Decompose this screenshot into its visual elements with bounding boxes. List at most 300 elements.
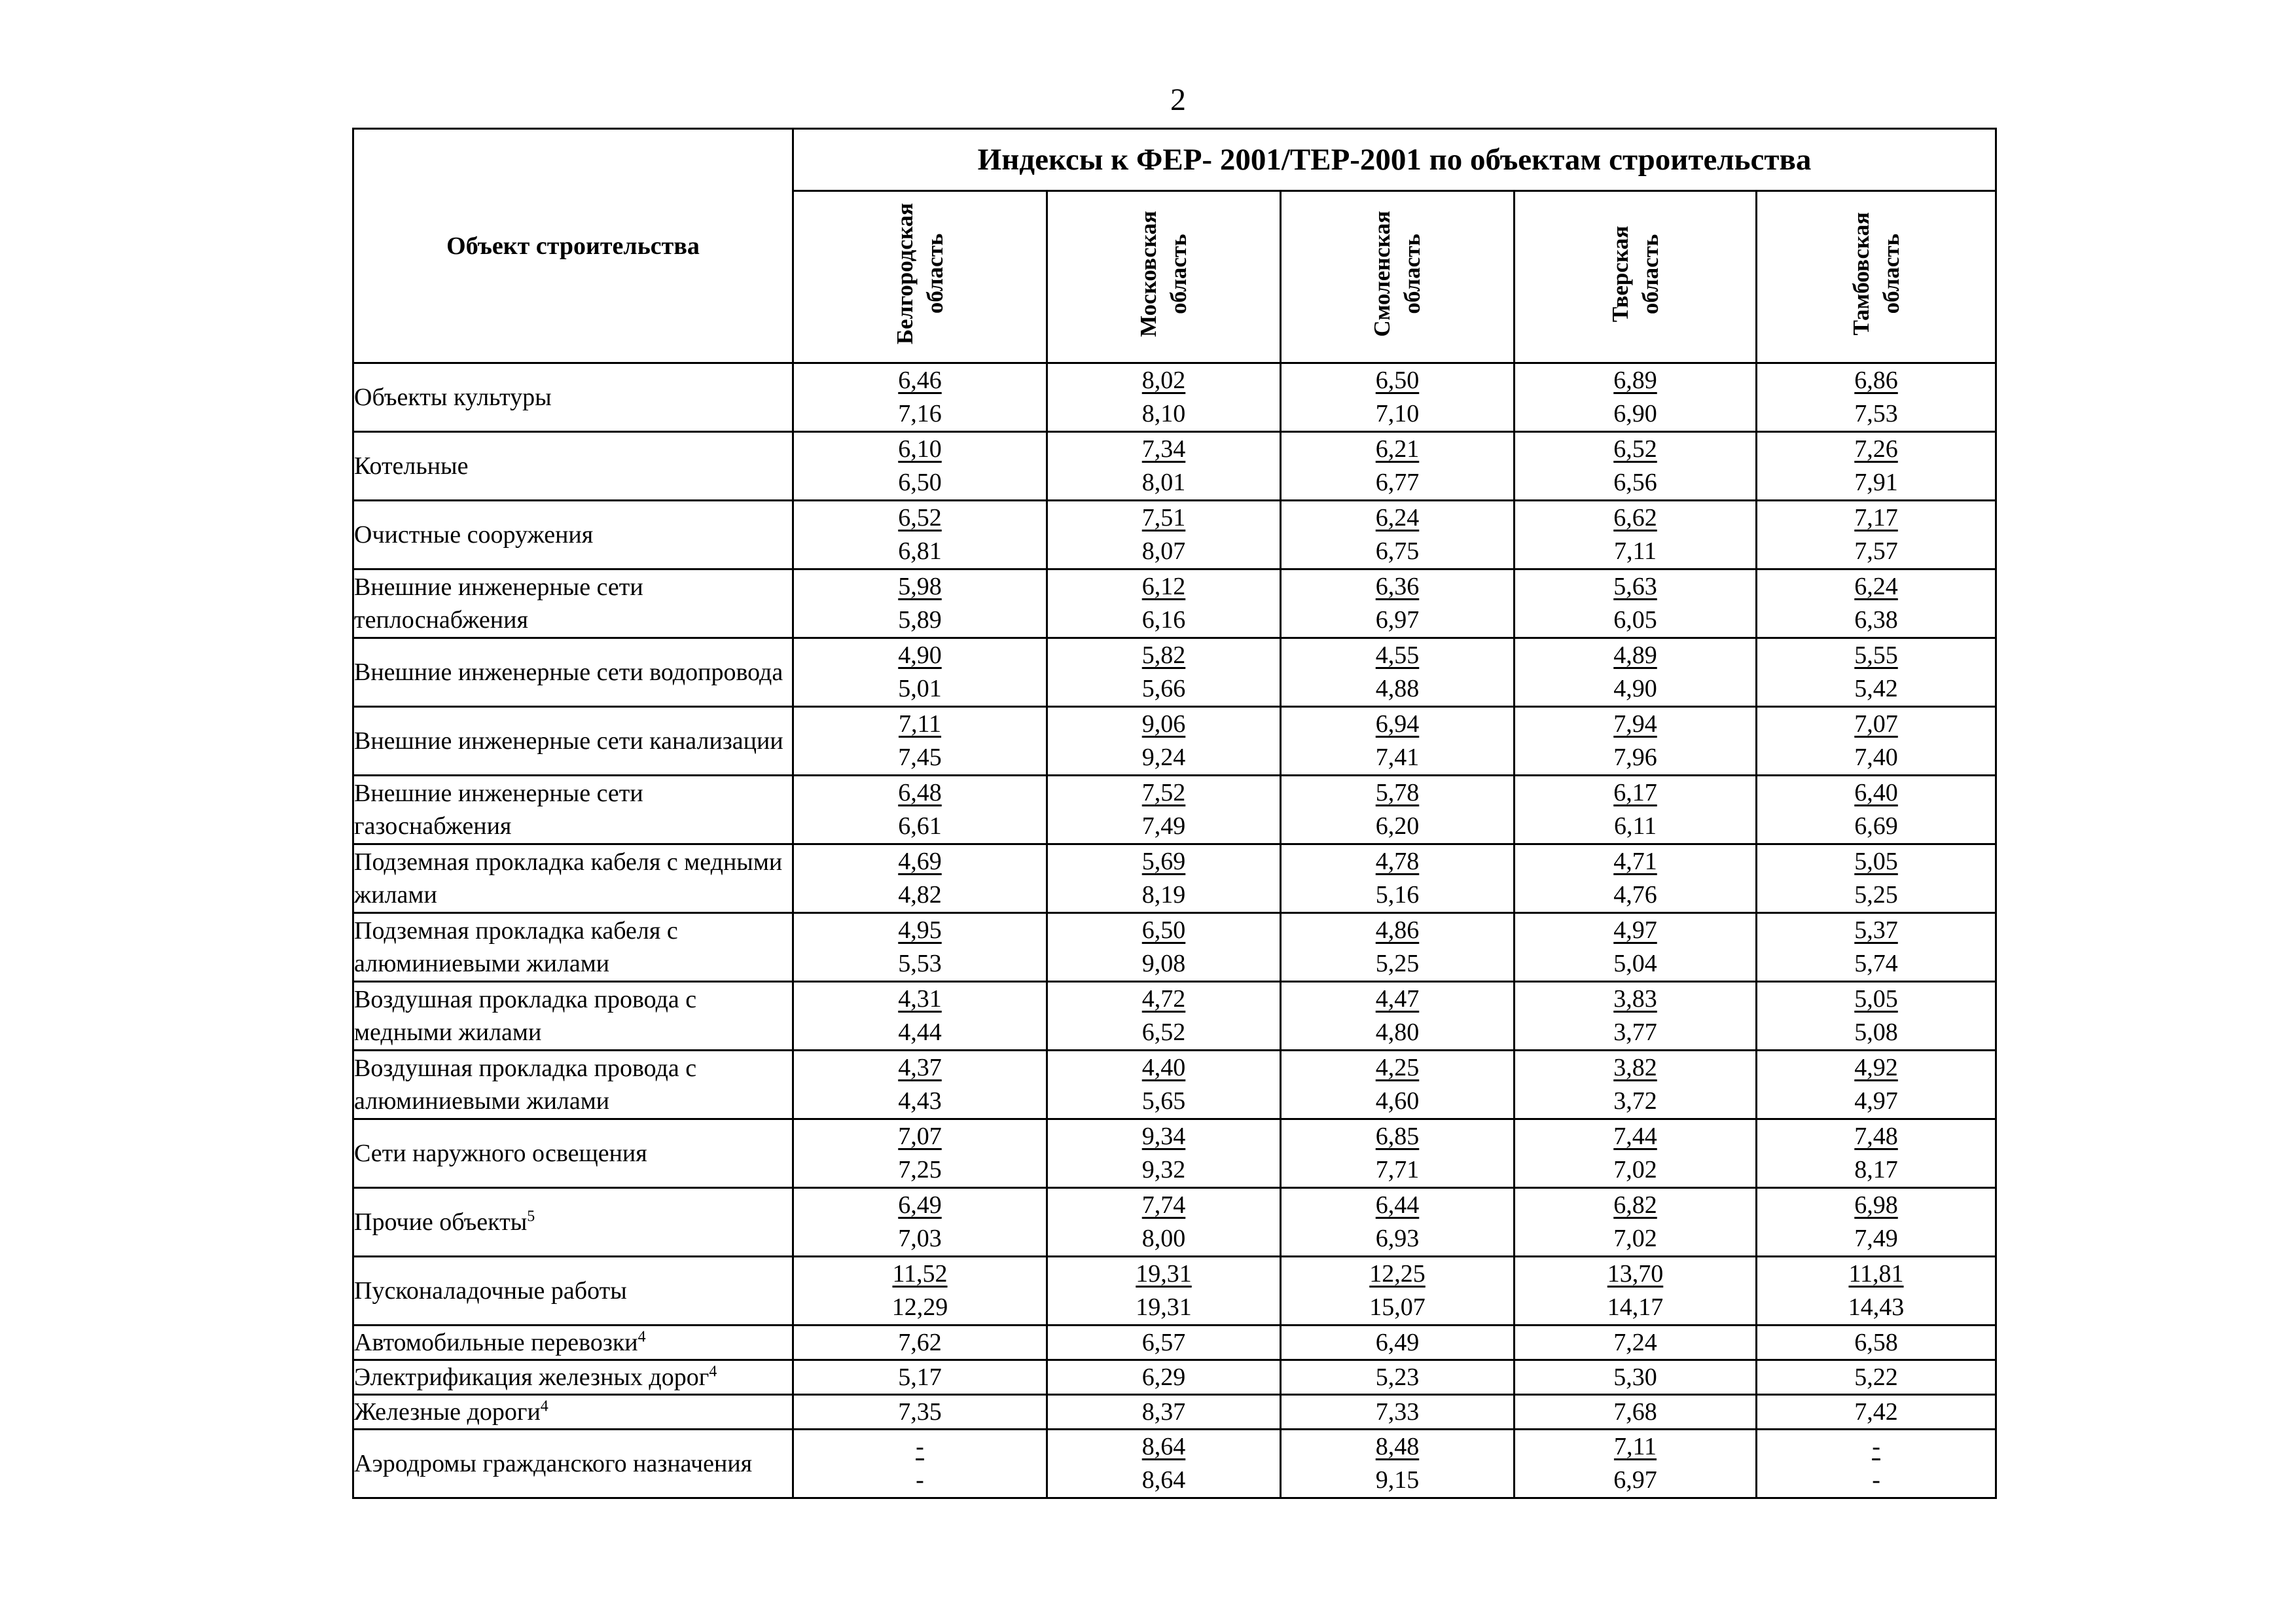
index-cell [1281, 982, 1515, 1051]
fer-index: 7,07 [1854, 710, 1898, 738]
object-name-text: Внешние инженерные сети канализации [354, 727, 783, 755]
ter-index: 6,93 [1375, 1225, 1420, 1252]
object-name [353, 1326, 793, 1360]
region-header [1047, 191, 1281, 363]
index-cell [1047, 1119, 1281, 1188]
ter-index: 14,43 [1848, 1293, 1905, 1321]
fer-index: 6,17 [1613, 779, 1657, 806]
index-cell [1515, 776, 1757, 844]
fer-index: 4,90 [898, 641, 942, 669]
object-name-text: Очистные сооружения [354, 521, 594, 549]
index-cell [1757, 501, 1996, 569]
ter-index: 6,81 [898, 537, 942, 565]
index-cell [1515, 1430, 1757, 1498]
fer-index: 5,63 [1613, 573, 1657, 600]
index-cell [793, 982, 1047, 1051]
region-header [1515, 191, 1757, 363]
fer-index: 6,40 [1854, 779, 1898, 806]
ter-index: 9,24 [1141, 744, 1186, 771]
index-cell [1281, 1430, 1515, 1498]
index-value: 5,22 [1854, 1363, 1898, 1391]
fer-index: 5,78 [1375, 779, 1420, 806]
fer-index: 4,25 [1375, 1054, 1420, 1081]
ter-index: 15,07 [1369, 1293, 1426, 1321]
index-value: 5,17 [898, 1363, 942, 1391]
fer-index: 4,95 [898, 916, 942, 944]
table-row [353, 1430, 1996, 1498]
index-cell [1047, 638, 1281, 707]
region-header [793, 191, 1047, 363]
footnote-mark: 4 [709, 1363, 717, 1380]
fer-index: 3,82 [1613, 1054, 1657, 1081]
index-cell [1047, 1051, 1281, 1119]
index-cell [1757, 1326, 1996, 1360]
object-name [353, 982, 793, 1051]
table-row [353, 1395, 1996, 1430]
ter-index: 7,91 [1854, 469, 1898, 496]
fer-index: 8,64 [1141, 1433, 1186, 1460]
table-row [353, 363, 1996, 432]
index-cell [793, 569, 1047, 638]
fer-index: 5,05 [1854, 985, 1898, 1013]
fer-index: 5,05 [1854, 848, 1898, 875]
table-row [353, 569, 1996, 638]
ter-index: 6,11 [1613, 812, 1657, 840]
object-name-text: Пусконаладочные работы [354, 1277, 627, 1305]
ter-index: 7,49 [1141, 812, 1186, 840]
ter-index: 19,31 [1136, 1293, 1192, 1321]
object-name [353, 707, 793, 776]
index-cell [1515, 1395, 1757, 1430]
index-cell [1515, 1119, 1757, 1188]
object-name [353, 432, 793, 501]
table-row [353, 1326, 1996, 1360]
ter-index: 5,66 [1141, 675, 1186, 702]
fer-index: 7,51 [1141, 504, 1186, 532]
index-cell [1047, 1257, 1281, 1326]
object-name-text: Воздушная прокладка провода с медными жилами [354, 986, 697, 1046]
index-cell [1047, 1326, 1281, 1360]
object-name-text: Электрификация железных дорог [354, 1363, 709, 1391]
page-number: 2 [1170, 82, 1186, 117]
ter-index: 4,90 [1613, 675, 1657, 702]
ter-index: 7,02 [1613, 1156, 1657, 1183]
index-cell [1515, 707, 1757, 776]
index-cell [1757, 569, 1996, 638]
ter-index: 7,57 [1854, 537, 1898, 565]
fer-index: 7,07 [898, 1123, 942, 1150]
index-value: 8,37 [1141, 1398, 1186, 1426]
ter-index: 8,10 [1141, 400, 1186, 427]
index-value: 7,62 [898, 1329, 942, 1356]
ter-index: 6,75 [1375, 537, 1420, 565]
index-cell [1047, 707, 1281, 776]
index-value: 5,30 [1613, 1363, 1657, 1391]
index-cell [1281, 1257, 1515, 1326]
fer-index: 5,69 [1141, 848, 1186, 875]
region-header [1281, 191, 1515, 363]
index-cell [793, 844, 1047, 913]
region-label: Московская область [1136, 211, 1191, 337]
index-cell [1281, 569, 1515, 638]
ter-index: 6,50 [898, 469, 942, 496]
table-row [353, 1257, 1996, 1326]
ter-index: 6,97 [1613, 1466, 1657, 1494]
fer-index: 7,74 [1141, 1191, 1186, 1219]
region-label: Тамбовская область [1848, 212, 1904, 336]
ter-index: - [916, 1466, 924, 1494]
index-cell [1757, 1257, 1996, 1326]
table-row [353, 776, 1996, 844]
index-cell [1515, 844, 1757, 913]
ter-index: 9,15 [1375, 1466, 1420, 1494]
ter-index: 5,53 [898, 950, 942, 977]
index-value: 7,24 [1613, 1329, 1657, 1356]
ter-index: 4,80 [1375, 1019, 1420, 1046]
ter-index: 7,53 [1854, 400, 1898, 427]
ter-index: 6,16 [1141, 606, 1186, 634]
index-cell [1757, 707, 1996, 776]
index-cell [1281, 844, 1515, 913]
fer-index: 7,44 [1613, 1123, 1657, 1150]
ter-index: 7,03 [898, 1225, 942, 1252]
ter-index: 6,90 [1613, 400, 1657, 427]
fer-index: 6,36 [1375, 573, 1420, 600]
fer-index: 8,48 [1375, 1433, 1420, 1460]
object-name [353, 844, 793, 913]
fer-index: 3,83 [1613, 985, 1657, 1013]
fer-index: 6,62 [1613, 504, 1657, 532]
index-cell [1047, 982, 1281, 1051]
index-cell [1515, 982, 1757, 1051]
region-label: Тверская область [1607, 225, 1663, 323]
ter-index: 5,01 [898, 675, 942, 702]
fer-index: 6,86 [1854, 367, 1898, 394]
index-cell [1047, 1430, 1281, 1498]
object-name-text: Железные дороги [354, 1398, 541, 1426]
table-row [353, 982, 1996, 1051]
index-cell [793, 776, 1047, 844]
index-value: 6,49 [1375, 1329, 1420, 1356]
fer-index: 4,89 [1613, 641, 1657, 669]
index-cell [1047, 363, 1281, 432]
index-cell [793, 1326, 1047, 1360]
ter-index: 8,07 [1141, 537, 1186, 565]
fer-index: 4,97 [1613, 916, 1657, 944]
index-cell [793, 1395, 1047, 1430]
index-cell [1757, 363, 1996, 432]
index-cell [1281, 1360, 1515, 1395]
ter-index: 4,88 [1375, 675, 1420, 702]
index-cell [1281, 501, 1515, 569]
index-cell [1515, 363, 1757, 432]
table-row [353, 501, 1996, 569]
ter-index: 7,71 [1375, 1156, 1420, 1183]
table-row [353, 1188, 1996, 1257]
table-row [353, 1119, 1996, 1188]
object-name-text: Внешние инженерные сети водопровода [354, 659, 783, 686]
index-cell [793, 1188, 1047, 1257]
fer-index: 6,50 [1375, 367, 1420, 394]
object-name-text: Аэродромы гражданского назначения [354, 1450, 753, 1477]
fer-index: 7,17 [1854, 504, 1898, 532]
index-cell [1757, 913, 1996, 982]
fer-index: 11,81 [1848, 1260, 1904, 1288]
index-cell [1281, 776, 1515, 844]
object-name-text: Объекты культуры [354, 384, 552, 411]
object-name-text: Прочие объекты [354, 1208, 528, 1236]
index-cell [1047, 913, 1281, 982]
index-cell [1515, 1360, 1757, 1395]
fer-index: 4,69 [898, 848, 942, 875]
table-row [353, 844, 1996, 913]
index-cell [1281, 1188, 1515, 1257]
region-label: Смоленская область [1369, 211, 1425, 337]
object-name-text: Внешние инженерные сети теплоснабжения [354, 573, 643, 634]
fer-index: 5,98 [898, 573, 942, 600]
ter-index: 5,74 [1854, 950, 1898, 977]
table-row [353, 1051, 1996, 1119]
index-cell [1047, 501, 1281, 569]
fer-index: 7,11 [898, 710, 942, 738]
index-cell [1281, 707, 1515, 776]
object-name [353, 1188, 793, 1257]
ter-index: 8,19 [1141, 881, 1186, 909]
fer-index: 6,10 [898, 435, 942, 463]
index-cell [1757, 1119, 1996, 1188]
index-cell [1281, 1051, 1515, 1119]
ter-index: 14,17 [1607, 1293, 1664, 1321]
index-cell [1757, 432, 1996, 501]
object-name-text: Автомобильные перевозки [354, 1329, 638, 1356]
fer-index: 6,21 [1375, 435, 1420, 463]
footnote-mark: 4 [540, 1398, 548, 1415]
fer-index: 6,48 [898, 779, 942, 806]
fer-index: 7,48 [1854, 1123, 1898, 1150]
ter-index: 4,43 [898, 1087, 942, 1115]
object-name-text: Подземная прокладка кабеля с алюминиевыми жилами [354, 917, 678, 977]
object-name-text: Сети наружного освещения [354, 1140, 647, 1167]
object-name [353, 1119, 793, 1188]
index-cell [1757, 1395, 1996, 1430]
index-cell [1281, 363, 1515, 432]
fer-index: 6,82 [1613, 1191, 1657, 1219]
index-cell [1757, 1051, 1996, 1119]
fer-index: 9,34 [1141, 1123, 1186, 1150]
ter-index: 7,02 [1613, 1225, 1657, 1252]
fer-index: 19,31 [1136, 1260, 1192, 1288]
ter-index: 8,17 [1854, 1156, 1898, 1183]
ter-index: 6,38 [1854, 606, 1898, 634]
index-cell [1757, 1188, 1996, 1257]
index-cell [1515, 913, 1757, 982]
object-name [353, 569, 793, 638]
fer-index: 6,12 [1141, 573, 1186, 600]
ter-index: 4,60 [1375, 1087, 1420, 1115]
footnote-mark: 4 [637, 1328, 646, 1346]
table-row [353, 1360, 1996, 1395]
fer-index: 8,02 [1141, 367, 1186, 394]
index-value: 5,23 [1375, 1363, 1420, 1391]
index-cell [1515, 432, 1757, 501]
object-name [353, 638, 793, 707]
ter-index: 5,25 [1375, 950, 1420, 977]
fer-index: 6,94 [1375, 710, 1420, 738]
footnote-mark: 5 [527, 1208, 535, 1225]
index-cell [793, 1430, 1047, 1498]
index-value: 6,57 [1141, 1329, 1186, 1356]
object-name [353, 1051, 793, 1119]
fer-index: 6,46 [898, 367, 942, 394]
fer-index: 5,82 [1141, 641, 1186, 669]
index-cell [793, 501, 1047, 569]
ter-index: 6,69 [1854, 812, 1898, 840]
ter-index: 7,16 [898, 400, 942, 427]
ter-index: 7,25 [898, 1156, 942, 1183]
fer-index: 4,31 [898, 985, 942, 1013]
index-cell [793, 363, 1047, 432]
fer-index: 4,71 [1613, 848, 1657, 875]
ter-index: 7,40 [1854, 744, 1898, 771]
region-label: Белгородская область [891, 203, 948, 345]
object-name [353, 1395, 793, 1430]
ter-index: 7,11 [1613, 537, 1657, 565]
index-cell [1515, 1257, 1757, 1326]
index-cell [1281, 432, 1515, 501]
index-value: 7,68 [1613, 1398, 1657, 1426]
index-cell [1281, 913, 1515, 982]
index-cell [1281, 1395, 1515, 1430]
fer-index: 6,44 [1375, 1191, 1420, 1219]
fer-index: 5,37 [1854, 916, 1898, 944]
ter-index: 7,10 [1375, 400, 1420, 427]
fer-index: 4,72 [1141, 985, 1186, 1013]
object-name-text: Подземная прокладка кабеля с медными жилами [354, 848, 783, 909]
region-header [1757, 191, 1996, 363]
object-name-text: Воздушная прокладка провода с алюминиевыми жилами [354, 1055, 697, 1115]
index-value: 6,58 [1854, 1329, 1898, 1356]
index-cell [1281, 638, 1515, 707]
ter-index: 6,52 [1141, 1019, 1186, 1046]
fer-index: 4,40 [1141, 1054, 1186, 1081]
ter-index: 9,32 [1141, 1156, 1186, 1183]
index-cell [1757, 982, 1996, 1051]
fer-index: 12,25 [1369, 1260, 1426, 1288]
fer-index: 6,24 [1375, 504, 1420, 532]
index-cell [793, 1119, 1047, 1188]
ter-index: 7,45 [898, 744, 942, 771]
index-cell [1757, 1430, 1996, 1498]
index-cell [1757, 638, 1996, 707]
fer-index: - [1872, 1433, 1880, 1460]
index-cell [1515, 1326, 1757, 1360]
ter-index: 4,97 [1854, 1087, 1898, 1115]
ter-index: 6,77 [1375, 469, 1420, 496]
ter-index: 7,96 [1613, 744, 1657, 771]
index-cell [793, 1257, 1047, 1326]
ter-index: 4,82 [898, 881, 942, 909]
fer-index: 6,24 [1854, 573, 1898, 600]
index-cell [793, 707, 1047, 776]
index-value: 7,35 [898, 1398, 942, 1426]
index-value: 7,33 [1375, 1398, 1420, 1426]
ter-index: 6,56 [1613, 469, 1657, 496]
ter-index: 6,05 [1613, 606, 1657, 634]
fer-index: 11,52 [892, 1260, 948, 1288]
table-row [353, 432, 1996, 501]
fer-index: 7,94 [1613, 710, 1657, 738]
object-column-header: Объект строительства [353, 129, 793, 363]
fer-index: 4,55 [1375, 641, 1420, 669]
object-name [353, 1360, 793, 1395]
index-value: 6,29 [1141, 1363, 1186, 1391]
fer-index: 13,70 [1607, 1260, 1664, 1288]
fer-index: 6,49 [898, 1191, 942, 1219]
ter-index: 5,42 [1854, 675, 1898, 702]
index-cell [1047, 569, 1281, 638]
ter-index: 8,00 [1141, 1225, 1186, 1252]
index-value: 7,42 [1854, 1398, 1898, 1426]
object-name [353, 501, 793, 569]
index-table [352, 128, 1997, 1499]
ter-index: 8,01 [1141, 469, 1186, 496]
fer-index: 4,78 [1375, 848, 1420, 875]
ter-index: 5,16 [1375, 881, 1420, 909]
table-row [353, 913, 1996, 982]
fer-index: 6,89 [1613, 367, 1657, 394]
index-cell [1515, 501, 1757, 569]
fer-index: 4,92 [1854, 1054, 1898, 1081]
object-name-text: Котельные [354, 452, 469, 480]
index-cell [1047, 1188, 1281, 1257]
fer-index: 5,55 [1854, 641, 1898, 669]
fer-index: 4,37 [898, 1054, 942, 1081]
index-cell [1047, 776, 1281, 844]
ter-index: 6,97 [1375, 606, 1420, 634]
fer-index: 7,52 [1141, 779, 1186, 806]
ter-index: 5,08 [1854, 1019, 1898, 1046]
object-name [353, 1430, 793, 1498]
index-cell [1047, 1395, 1281, 1430]
index-cell [1757, 844, 1996, 913]
index-cell [793, 1360, 1047, 1395]
index-cell [1515, 1051, 1757, 1119]
fer-index: 7,11 [1613, 1433, 1657, 1460]
index-cell [1515, 638, 1757, 707]
ter-index: 9,08 [1141, 950, 1186, 977]
index-cell [1757, 776, 1996, 844]
object-name [353, 776, 793, 844]
ter-index: 6,61 [898, 812, 942, 840]
fer-index: 9,06 [1141, 710, 1186, 738]
ter-index: 12,29 [891, 1293, 948, 1321]
index-cell [793, 913, 1047, 982]
ter-index: 4,44 [898, 1019, 942, 1046]
index-cell [1757, 1360, 1996, 1395]
ter-index: 7,41 [1375, 744, 1420, 771]
fer-index: 6,50 [1141, 916, 1186, 944]
ter-index: 5,04 [1613, 950, 1657, 977]
table-row [353, 638, 1996, 707]
ter-index: 6,20 [1375, 812, 1420, 840]
ter-index: 8,64 [1141, 1466, 1186, 1494]
fer-index: 6,98 [1854, 1191, 1898, 1219]
fer-index: 6,52 [898, 504, 942, 532]
table-title: Индексы к ФЕР- 2001/ТЕР-2001 по объектам строительства [793, 129, 1996, 191]
object-name [353, 363, 793, 432]
ter-index: 5,89 [898, 606, 942, 634]
fer-index: 6,52 [1613, 435, 1657, 463]
